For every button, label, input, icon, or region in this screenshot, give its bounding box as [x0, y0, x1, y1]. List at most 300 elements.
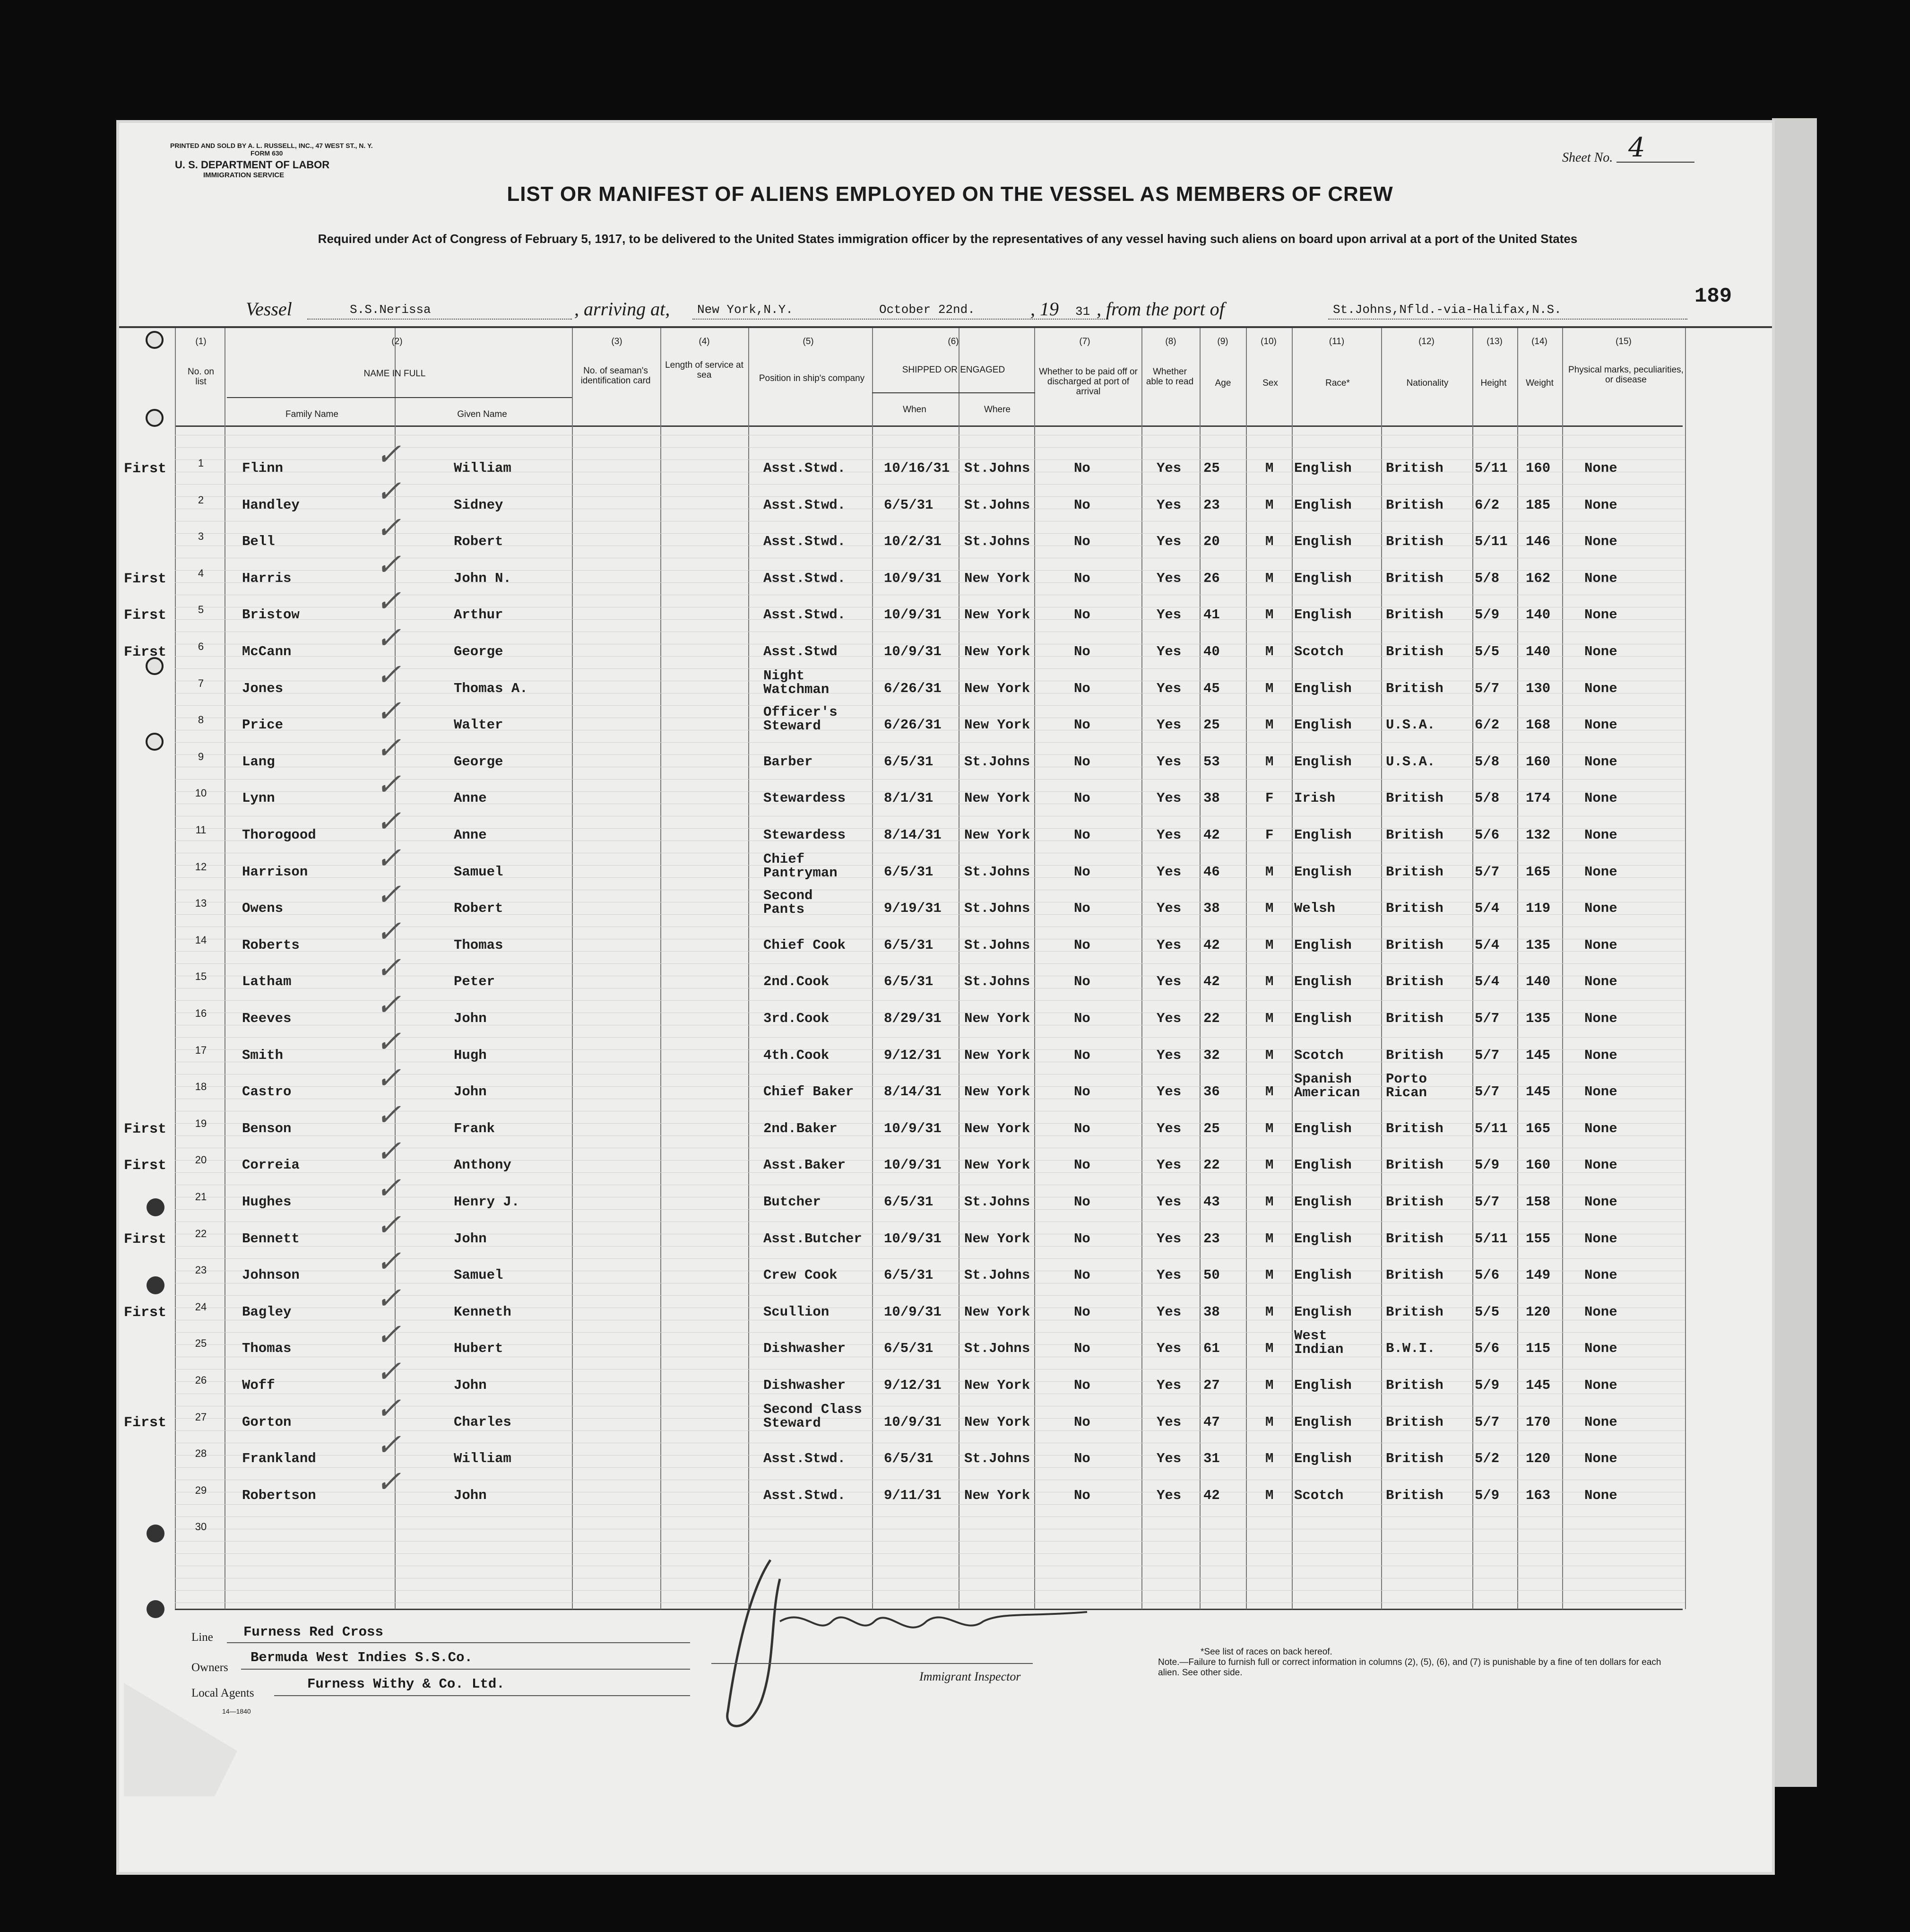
- cell-age: 22: [1203, 1157, 1220, 1173]
- cell-marks: None: [1584, 1304, 1617, 1320]
- cell-paid: No: [1074, 1157, 1090, 1173]
- cell-marks: None: [1584, 1157, 1617, 1173]
- cell-age: 42: [1203, 974, 1220, 990]
- column-number: (5): [803, 337, 814, 347]
- check-mark-icon: ✓: [373, 694, 408, 729]
- cell-height: 5/7: [1475, 1414, 1500, 1430]
- department-name: U. S. DEPARTMENT OF LABOR: [175, 159, 330, 171]
- cell-when: 6/5/31: [884, 864, 933, 880]
- cell-when: 8/14/31: [884, 827, 942, 843]
- binding-hole: [147, 1198, 164, 1216]
- check-mark-icon: ✓: [373, 1024, 408, 1059]
- cell-height: 6/2: [1475, 717, 1500, 733]
- cell-height: 5/11: [1475, 534, 1508, 550]
- cell-weight: 120: [1526, 1451, 1551, 1467]
- cell-age: 38: [1203, 901, 1220, 917]
- cell-family: Owens: [242, 901, 284, 917]
- column-rule: [1292, 328, 1293, 1609]
- column-rule: [1034, 328, 1035, 1609]
- cell-nationality: British: [1386, 534, 1443, 550]
- cell-age: 20: [1203, 534, 1220, 550]
- row-number: 24: [195, 1300, 207, 1313]
- cell-paid: No: [1074, 460, 1090, 476]
- cell-when: 6/26/31: [884, 717, 942, 733]
- cell-read: Yes: [1157, 1414, 1182, 1430]
- cell-marks: None: [1584, 1414, 1617, 1430]
- check-mark-icon: ✓: [373, 767, 408, 803]
- table-top-rule: [119, 326, 1772, 328]
- cell-line: Officer's: [763, 704, 838, 720]
- cell-when: 10/9/31: [884, 1157, 942, 1173]
- header-sex: Sex: [1262, 378, 1278, 388]
- cell-sex: M: [1265, 1157, 1274, 1173]
- cell-when: 6/26/31: [884, 680, 942, 696]
- cell-nationality: British: [1386, 644, 1443, 659]
- cell-weight: 170: [1526, 1414, 1551, 1430]
- header-length-service: Length of service at sea: [665, 360, 743, 380]
- row-number: 26: [195, 1374, 207, 1386]
- check-mark-icon: ✓: [373, 1097, 408, 1133]
- cell-paid: No: [1074, 497, 1090, 513]
- cell-paid: No: [1074, 901, 1090, 917]
- cell-given: John: [454, 1487, 487, 1503]
- cell-given: Anne: [454, 790, 487, 806]
- check-mark-icon: ✓: [373, 988, 408, 1022]
- from-port: St.Johns,Nfld.-via-Halifax,N.S.: [1333, 303, 1562, 317]
- cell-given: Sidney: [454, 497, 503, 513]
- check-mark-icon: ✓: [373, 1391, 408, 1426]
- cell-when: 6/5/31: [884, 937, 933, 953]
- cell-age: 27: [1203, 1378, 1220, 1393]
- cell-nationality: U.S.A.: [1386, 717, 1435, 733]
- cell-family: Gorton: [242, 1414, 292, 1430]
- cell-height: 5/5: [1475, 644, 1500, 659]
- column-rule: [1517, 328, 1518, 1609]
- column-rule: [1141, 328, 1142, 1609]
- cell-sex: M: [1265, 1451, 1274, 1467]
- cell-when: 6/5/31: [884, 497, 933, 513]
- cell-nationality: British: [1386, 1378, 1443, 1393]
- cell-given: William: [454, 1451, 511, 1467]
- ruled-line: [175, 1504, 1685, 1505]
- cell-height: 5/8: [1475, 754, 1500, 770]
- cell-where: St.Johns: [964, 974, 1030, 990]
- cell-read: Yes: [1157, 1084, 1182, 1100]
- cell-given: Robert: [454, 534, 503, 550]
- cell-sex: M: [1265, 1487, 1274, 1503]
- column-number: (3): [611, 337, 622, 347]
- cell-where: New York: [964, 1414, 1030, 1430]
- document-title: LIST OR MANIFEST OF ALIENS EMPLOYED ON THE VESSEL AS MEMBERS OF CREW: [507, 182, 1393, 206]
- inspector-signature: [709, 1551, 1111, 1740]
- cell-nationality: British: [1386, 1011, 1443, 1026]
- cell-marks: None: [1584, 1267, 1617, 1283]
- row-number: 23: [195, 1264, 207, 1276]
- cell-weight: 163: [1526, 1487, 1551, 1503]
- cell-read: Yes: [1157, 1047, 1182, 1063]
- cell-marks: None: [1584, 1120, 1617, 1136]
- department-heading: [175, 160, 329, 181]
- cell-weight: 145: [1526, 1378, 1551, 1393]
- cell-given: William: [454, 460, 511, 476]
- cell-paid: No: [1074, 644, 1090, 659]
- cell-nationality: British: [1386, 790, 1443, 806]
- column-rule: [1685, 328, 1686, 1609]
- cell-height: 5/6: [1475, 827, 1500, 843]
- cell-paid: No: [1074, 1194, 1090, 1210]
- cell-family: Flinn: [242, 460, 284, 476]
- cell-given: Hugh: [454, 1047, 487, 1063]
- cell-sex: M: [1265, 901, 1274, 917]
- cell-weight: 162: [1526, 570, 1551, 586]
- column-number: (1): [195, 337, 207, 347]
- cell-race: English: [1294, 534, 1352, 550]
- printer-credit: [170, 142, 373, 157]
- cell-race: [1294, 1329, 1343, 1356]
- cell-age: 42: [1203, 827, 1220, 843]
- cell-when: 10/9/31: [884, 1230, 942, 1247]
- cell-weight: 130: [1526, 680, 1551, 696]
- cell-age: 36: [1203, 1084, 1220, 1100]
- column-rule: [1472, 328, 1473, 1609]
- cell-read: Yes: [1157, 790, 1182, 806]
- first-mark: First: [124, 1158, 167, 1174]
- cell-height: 5/6: [1475, 1341, 1500, 1357]
- cell-weight: 160: [1526, 1157, 1551, 1173]
- cell-weight: 149: [1526, 1267, 1551, 1283]
- cell-family: Johnson: [242, 1267, 300, 1283]
- cell-age: 43: [1203, 1194, 1220, 1210]
- cell-age: 26: [1203, 570, 1220, 586]
- column-rule: [748, 328, 749, 1609]
- cell-given: John: [454, 1084, 487, 1100]
- header-seaman-card: No. of seaman's identification card: [580, 366, 651, 386]
- cell-family: Hughes: [242, 1194, 292, 1210]
- cell-read: Yes: [1157, 1451, 1182, 1467]
- cell-family: Bagley: [242, 1304, 292, 1320]
- cell-marks: None: [1584, 754, 1617, 770]
- cell-read: Yes: [1157, 1011, 1182, 1026]
- cell-when: 9/12/31: [884, 1047, 942, 1063]
- cell-given: Anthony: [454, 1157, 511, 1173]
- cell-race: English: [1294, 497, 1352, 513]
- cell-sex: M: [1265, 1120, 1274, 1136]
- column-rule: [1200, 328, 1201, 1609]
- cell-given: Thomas: [454, 937, 503, 953]
- row-number: 28: [195, 1447, 207, 1460]
- cell-sex: M: [1265, 460, 1274, 476]
- binding-hole: [146, 733, 164, 751]
- cell-weight: 160: [1526, 460, 1551, 476]
- cell-race: English: [1294, 1157, 1352, 1173]
- header-where: Where: [984, 405, 1011, 415]
- header-name-in-full: NAME IN FULL: [363, 369, 426, 379]
- cell-position: Asst.Butcher: [763, 1230, 862, 1247]
- cell-height: 5/7: [1475, 1011, 1500, 1026]
- cell-sex: F: [1265, 790, 1274, 806]
- row-number: 12: [195, 860, 207, 873]
- arrival-date: October 22nd.: [879, 303, 975, 317]
- cell-height: 5/5: [1475, 1304, 1500, 1320]
- cell-paid: No: [1074, 607, 1090, 623]
- cell-position: 2nd.Cook: [763, 974, 830, 990]
- cell-nationality: British: [1386, 570, 1443, 586]
- cell-family: Castro: [242, 1084, 292, 1100]
- cell-race: English: [1294, 937, 1352, 953]
- cell-family: Robertson: [242, 1487, 316, 1503]
- column-number: (13): [1487, 337, 1503, 347]
- owners-label: Owners: [191, 1661, 228, 1674]
- cell-when: 10/9/31: [884, 644, 942, 659]
- cell-race: English: [1294, 1194, 1352, 1210]
- cell-line: Chief: [763, 851, 805, 867]
- cell-height: 5/9: [1475, 607, 1500, 623]
- cell-line: Spanish: [1294, 1071, 1352, 1087]
- cell-paid: No: [1074, 1414, 1090, 1430]
- header-bottom-rule: [175, 425, 1683, 427]
- check-mark-icon: ✓: [373, 1281, 408, 1316]
- cell-age: 40: [1203, 644, 1220, 659]
- cell-read: Yes: [1157, 1267, 1182, 1283]
- cell-race: English: [1294, 1120, 1352, 1136]
- cell-family: Roberts: [242, 937, 300, 953]
- header-height: Height: [1480, 378, 1507, 388]
- agents-underline: [274, 1695, 690, 1696]
- cell-family: Latham: [242, 974, 292, 990]
- cell-race: English: [1294, 680, 1352, 696]
- cell-weight: 120: [1526, 1304, 1551, 1320]
- check-mark-icon: ✓: [373, 474, 408, 509]
- cell-paid: No: [1074, 1487, 1090, 1503]
- cell-age: 46: [1203, 864, 1220, 880]
- cell-family: Thomas: [242, 1341, 292, 1357]
- cell-when: 8/1/31: [884, 790, 933, 806]
- column-rule: [872, 328, 873, 1609]
- cell-read: Yes: [1157, 1230, 1182, 1247]
- cell-height: 5/8: [1475, 790, 1500, 806]
- cell-paid: No: [1074, 864, 1090, 880]
- cell-position: 2nd.Baker: [763, 1120, 838, 1136]
- cell-given: John: [454, 1378, 487, 1393]
- cell-marks: None: [1584, 644, 1617, 659]
- cell-when: 10/9/31: [884, 1120, 942, 1136]
- cell-family: Harris: [242, 570, 292, 586]
- cell-height: 5/7: [1475, 864, 1500, 880]
- row-number: 20: [195, 1154, 207, 1166]
- cell-marks: None: [1584, 680, 1617, 696]
- cell-weight: 165: [1526, 864, 1551, 880]
- cell-where: New York: [964, 1011, 1030, 1026]
- cell-given: Arthur: [454, 607, 503, 623]
- cell-marks: None: [1584, 717, 1617, 733]
- cell-position: Chief Cook: [763, 937, 846, 953]
- cell-when: 6/5/31: [884, 974, 933, 990]
- check-mark-icon: ✓: [373, 547, 408, 582]
- row-number: 1: [198, 457, 204, 469]
- cell-given: Peter: [454, 974, 495, 990]
- cell-weight: 132: [1526, 827, 1551, 843]
- cell-when: 6/5/31: [884, 1451, 933, 1467]
- cell-read: Yes: [1157, 1304, 1182, 1320]
- binding-hole: [147, 1276, 164, 1294]
- cell-given: Henry J.: [454, 1194, 520, 1210]
- cell-paid: No: [1074, 1120, 1090, 1136]
- header-paid-off: Whether to be paid off or discharged at port of arrival: [1039, 367, 1138, 397]
- row-number: 15: [195, 970, 207, 983]
- cell-age: 38: [1203, 790, 1220, 806]
- cell-nationality: British: [1386, 680, 1443, 696]
- cell-sex: M: [1265, 937, 1274, 953]
- cell-height: 5/8: [1475, 570, 1500, 586]
- binding-hole: [146, 331, 164, 349]
- cell-given: Samuel: [454, 1267, 503, 1283]
- cell-read: Yes: [1157, 497, 1182, 513]
- cell-where: St.Johns: [964, 1267, 1030, 1283]
- cell-sex: M: [1265, 717, 1274, 733]
- cell-weight: 145: [1526, 1047, 1551, 1063]
- column-number: (14): [1531, 337, 1547, 347]
- cell-read: Yes: [1157, 901, 1182, 917]
- cell-marks: None: [1584, 460, 1617, 476]
- header-family-name: Family Name: [285, 409, 338, 419]
- cell-marks: None: [1584, 1487, 1617, 1503]
- cell-line: Pants: [763, 901, 805, 918]
- cell-where: St.Johns: [964, 937, 1030, 953]
- cell-weight: 135: [1526, 937, 1551, 953]
- cell-position: Dishwasher: [763, 1378, 846, 1393]
- cell-family: Correia: [242, 1157, 300, 1173]
- cell-read: Yes: [1157, 680, 1182, 696]
- cell-where: New York: [964, 1157, 1030, 1173]
- row-number: 16: [195, 1007, 207, 1019]
- cell-weight: 145: [1526, 1084, 1551, 1100]
- cell-when: 10/9/31: [884, 607, 942, 623]
- check-mark-icon: ✓: [373, 877, 408, 913]
- cell-paid: No: [1074, 680, 1090, 696]
- cell-position: Asst.Stwd.: [763, 570, 846, 586]
- cell-family: Lang: [242, 754, 275, 770]
- row-number: 21: [195, 1191, 207, 1203]
- cell-sex: M: [1265, 570, 1274, 586]
- printer-line: PRINTED AND SOLD BY A. L. RUSSELL, INC., 47 WEST ST., N. Y.: [170, 142, 373, 149]
- check-mark-icon: ✓: [373, 840, 408, 876]
- check-mark-icon: ✓: [373, 1207, 408, 1243]
- inspector-signature-line: [711, 1663, 1033, 1664]
- cell-where: St.Johns: [964, 1194, 1030, 1210]
- cell-age: 42: [1203, 937, 1220, 953]
- cell-read: Yes: [1157, 1194, 1182, 1210]
- line-underline: [227, 1642, 690, 1643]
- cell-race: English: [1294, 1378, 1352, 1393]
- cell-line: Porto: [1386, 1071, 1427, 1087]
- cell-weight: 165: [1526, 1120, 1551, 1136]
- cell-paid: No: [1074, 1267, 1090, 1283]
- row-number: 25: [195, 1337, 207, 1350]
- header-shipped: SHIPPED OR ENGAGED: [902, 365, 1005, 375]
- row-number: 29: [195, 1484, 207, 1496]
- cell-race: English: [1294, 1304, 1352, 1320]
- cell-nationality: British: [1386, 1047, 1443, 1063]
- cell-family: Handley: [242, 497, 300, 513]
- column-rule: [660, 328, 661, 1609]
- cell-position: Crew Cook: [763, 1267, 838, 1283]
- cell-age: 23: [1203, 1230, 1220, 1247]
- cell-weight: 174: [1526, 790, 1551, 806]
- cell-height: 5/6: [1475, 1267, 1500, 1283]
- cell-where: St.Johns: [964, 901, 1030, 917]
- first-mark: First: [124, 1231, 167, 1248]
- cell-given: George: [454, 644, 503, 659]
- document-subtitle: Required under Act of Congress of February 5, 1917, to be delivered to the United States immigration officer by the representatives of any vessel having such aliens on board upon arrival at a port of the United States: [318, 232, 1578, 246]
- cell-race: Welsh: [1294, 901, 1336, 917]
- column-number: (2): [391, 337, 403, 347]
- cell-position: [763, 852, 838, 880]
- cell-marks: None: [1584, 901, 1617, 917]
- cell-race: English: [1294, 974, 1352, 990]
- check-mark-icon: ✓: [373, 584, 408, 619]
- cell-position: Asst.Baker: [763, 1157, 846, 1173]
- cell-sex: M: [1265, 754, 1274, 770]
- cell-age: 53: [1203, 754, 1220, 770]
- vessel-label: Vessel: [246, 298, 292, 320]
- cell-where: New York: [964, 644, 1030, 659]
- cell-nationality: British: [1386, 1304, 1443, 1320]
- cell-line: Second Class: [763, 1401, 862, 1417]
- row-number: 2: [198, 494, 204, 506]
- cell-where: St.Johns: [964, 1451, 1030, 1467]
- column-number: (6): [948, 337, 959, 347]
- check-mark-icon: ✓: [373, 1354, 408, 1389]
- cell-paid: No: [1074, 1084, 1090, 1100]
- cell-given: John N.: [454, 570, 511, 586]
- sheet-label: Sheet No.: [1562, 150, 1613, 165]
- cell-age: 47: [1203, 1414, 1220, 1430]
- cell-height: 5/7: [1475, 680, 1500, 696]
- cell-height: 5/4: [1475, 901, 1500, 917]
- races-note: *See list of races on back hereof.: [1201, 1647, 1332, 1657]
- cell-position: Asst.Stwd.: [763, 607, 846, 623]
- cell-family: Lynn: [242, 790, 275, 806]
- cell-nationality: B.W.I.: [1386, 1341, 1435, 1357]
- check-mark-icon: ✓: [373, 1464, 408, 1499]
- cell-nationality: British: [1386, 1120, 1443, 1136]
- cell-marks: None: [1584, 607, 1617, 623]
- cell-paid: No: [1074, 974, 1090, 990]
- cell-age: 25: [1203, 460, 1220, 476]
- cell-height: 5/4: [1475, 937, 1500, 953]
- cell-marks: None: [1584, 1378, 1617, 1393]
- cell-sex: M: [1265, 1378, 1274, 1393]
- cell-marks: None: [1584, 1194, 1617, 1210]
- header-nationality: Nationality: [1406, 378, 1449, 388]
- header-age: Age: [1215, 378, 1231, 388]
- cell-position: Asst.Stwd.: [763, 534, 846, 550]
- cell-weight: 185: [1526, 497, 1551, 513]
- row-number: 6: [198, 641, 204, 652]
- cell-where: New York: [964, 680, 1030, 696]
- cell-age: 23: [1203, 497, 1220, 513]
- cell-weight: 158: [1526, 1194, 1551, 1210]
- cell-position: [763, 1403, 862, 1430]
- cell-height: 5/9: [1475, 1157, 1500, 1173]
- cell-weight: 140: [1526, 974, 1551, 990]
- cell-given: John: [454, 1230, 487, 1247]
- cell-sex: M: [1265, 1267, 1274, 1283]
- cell-nationality: British: [1386, 937, 1443, 953]
- cell-paid: No: [1074, 717, 1090, 733]
- owners-underline: [241, 1669, 690, 1670]
- cell-when: 6/5/31: [884, 1267, 933, 1283]
